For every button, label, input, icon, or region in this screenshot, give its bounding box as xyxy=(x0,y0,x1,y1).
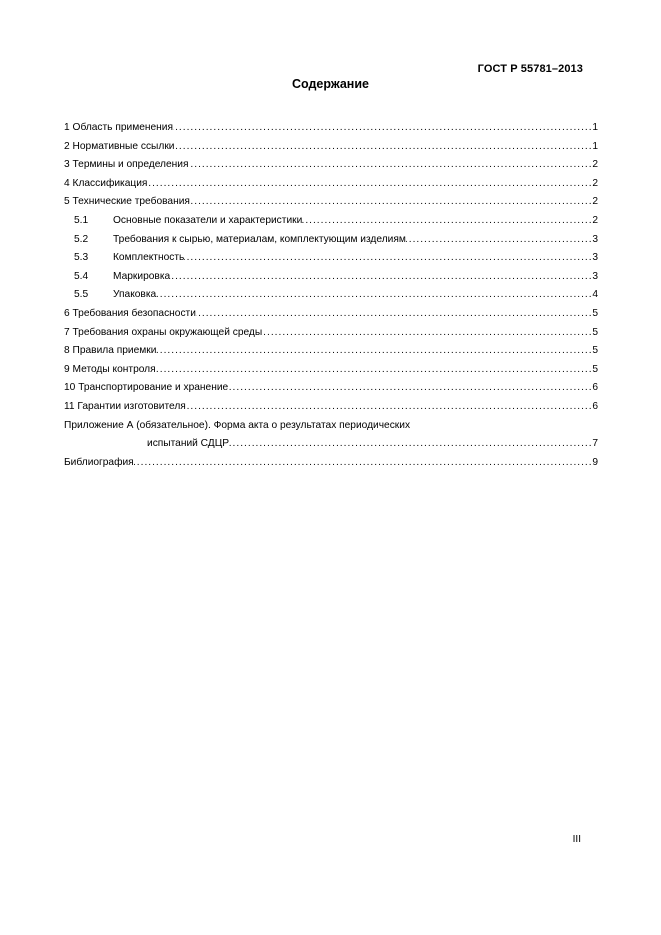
toc-label: Библиография xyxy=(64,456,134,468)
toc-page-number: 2 xyxy=(591,175,598,194)
toc-entry-number: 4 xyxy=(64,177,70,189)
toc-entry[interactable] xyxy=(64,175,598,194)
toc-entry[interactable] xyxy=(64,193,598,212)
toc-entry-number: 11 xyxy=(64,400,75,412)
toc-entry[interactable] xyxy=(64,119,598,138)
toc-entry-label: Нормативные ссылки xyxy=(72,140,175,152)
toc-entry-label: Упаковка xyxy=(113,289,157,301)
toc-appendix-label: испытаний СДЦР xyxy=(147,438,230,450)
toc-entry-label: Область применения xyxy=(72,122,173,133)
toc-entry-label: Правила приемки xyxy=(72,345,157,357)
toc-entry[interactable] xyxy=(64,231,598,250)
toc-entry[interactable] xyxy=(64,156,598,175)
toc-page-number: 5 xyxy=(591,361,598,380)
toc-entry-label: Маркировка xyxy=(113,270,171,282)
toc-page-number: 5 xyxy=(591,342,598,361)
toc-entry-number: 5 xyxy=(64,196,70,208)
toc-entry-label: Гарантии изготовителя xyxy=(77,400,186,412)
toc-page-number: 7 xyxy=(591,435,598,454)
toc-entry[interactable] xyxy=(64,138,598,157)
toc-entry[interactable] xyxy=(64,379,598,398)
toc-entry[interactable] xyxy=(64,268,598,287)
page-number: III xyxy=(572,834,581,845)
toc-entry-number: 1 xyxy=(64,122,70,133)
toc-entry[interactable] xyxy=(64,361,598,380)
toc-entry-number: 5.4 xyxy=(74,270,89,282)
toc-page-number: 3 xyxy=(591,268,598,287)
toc-entry-label: Комплектность xyxy=(113,252,185,264)
toc-page-number: 5 xyxy=(591,324,598,343)
toc-page-number: 6 xyxy=(591,379,598,398)
toc-entry-number: 3 xyxy=(64,159,70,171)
toc-entry[interactable] xyxy=(64,286,598,305)
toc-entry-label: Требования охраны окружающей среды xyxy=(72,326,263,338)
page-title: Содержание xyxy=(291,77,369,91)
toc-page-number: 2 xyxy=(591,212,598,231)
toc-entry-number: 2 xyxy=(64,140,70,152)
toc-page-number: 6 xyxy=(591,398,598,417)
table-of-contents xyxy=(64,119,598,472)
toc-page-number: 5 xyxy=(591,305,598,324)
toc-bibliography[interactable] xyxy=(64,454,598,473)
toc-page-number: 1 xyxy=(591,138,598,157)
toc-entry-number: 5.2 xyxy=(74,233,89,245)
toc-entry-label: Требования к сырью, материалам, комплектующим изделиям xyxy=(113,233,406,245)
toc-page-number: 3 xyxy=(591,249,598,268)
toc-entry-number: 10 xyxy=(64,382,76,394)
toc-appendix-line2[interactable] xyxy=(64,435,598,454)
toc-entry[interactable] xyxy=(64,324,598,343)
toc-entry-number: 5.3 xyxy=(74,252,89,264)
toc-page-number: 3 xyxy=(591,231,598,250)
toc-entry-label: Методы контроля xyxy=(72,363,156,375)
toc-entry-label: Транспортирование и хранение xyxy=(78,382,229,394)
toc-entry-number: 9 xyxy=(64,363,70,375)
toc-page-number: 1 xyxy=(591,119,598,138)
toc-entry-number: 5.5 xyxy=(74,289,89,301)
toc-entry[interactable] xyxy=(64,305,598,324)
toc-page-number: 2 xyxy=(591,193,598,212)
toc-entry-number: 8 xyxy=(64,345,70,357)
toc-entry-number: 5.1 xyxy=(74,214,89,226)
toc-entry-label: Термины и определения xyxy=(72,159,189,171)
toc-appendix-line1[interactable] xyxy=(64,417,598,436)
document-code: ГОСТ Р 55781–2013 xyxy=(477,63,583,75)
toc-entry[interactable] xyxy=(64,342,598,361)
toc-entry[interactable] xyxy=(64,398,598,417)
toc-page-number: 2 xyxy=(591,156,598,175)
toc-entry-label: Классификация xyxy=(72,177,148,189)
toc-entry-number: 6 xyxy=(64,307,70,319)
toc-entry[interactable] xyxy=(64,212,598,231)
toc-page-number: 4 xyxy=(591,286,598,305)
toc-appendix-title: Приложение А (обязательное). Форма акта о результатах периодических xyxy=(64,419,411,431)
toc-entry-number: 7 xyxy=(64,326,70,338)
toc-entry-label: Технические требования xyxy=(72,196,190,208)
toc-page-number: 9 xyxy=(591,454,598,473)
toc-entry[interactable] xyxy=(64,249,598,268)
toc-entry-label: Основные показатели и характеристики xyxy=(113,214,303,226)
toc-entry-label: Требования безопасности xyxy=(72,307,196,319)
